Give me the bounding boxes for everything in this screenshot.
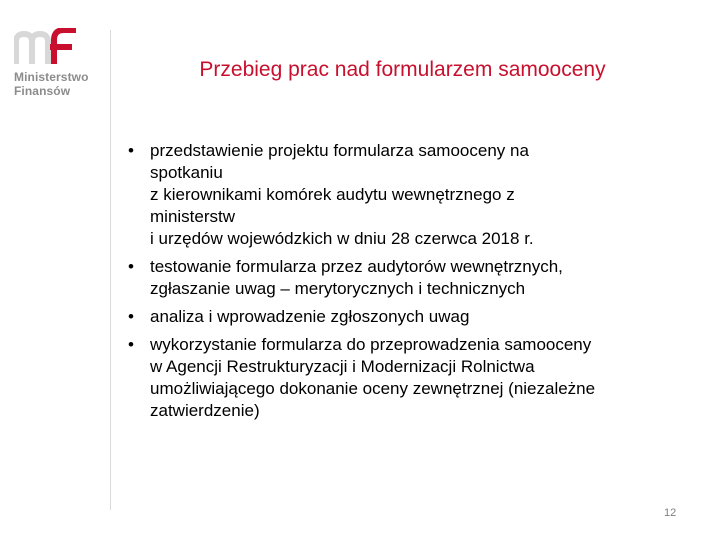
bullet-dot: • (128, 335, 134, 354)
logo-line-finansow: Finansów (14, 84, 71, 98)
bullet-line: w Agencji Restrukturyzacji i Modernizacji Rolnictwa (150, 357, 535, 376)
bullet-dot: • (128, 257, 134, 276)
logo-line-ministerstwo: Ministerstwo (14, 70, 89, 84)
bullet-line: ministerstw (150, 207, 236, 226)
bullet-line: zgłaszanie uwag – merytorycznych i technicznych (150, 279, 526, 298)
ministry-logo (14, 28, 98, 98)
bullet-item (128, 256, 688, 300)
slide-title: Przebieg prac nad formularzem samooceny (199, 58, 606, 81)
bullet-dot: • (128, 307, 134, 326)
bullet-line: z kierownikami komórek audytu wewnętrznego z (150, 185, 515, 204)
mf-logo-icon (14, 28, 78, 66)
bullet-line: i urzędów wojewódzkich w dniu 28 czerwca 2018 r. (150, 229, 534, 248)
bullet-dot: • (128, 141, 134, 160)
bullet-line: wykorzystanie formularza do przeprowadzenia samooceny (150, 335, 592, 354)
vertical-divider (110, 30, 111, 510)
bullet-line: testowanie formularza przez audytorów wewnętrznych, (150, 257, 563, 276)
bullet-line: przedstawienie projektu formularza samooceny na (150, 141, 529, 160)
bullet-line: spotkaniu (150, 163, 223, 182)
page-number: 12 (664, 507, 677, 519)
bullet-item (128, 334, 688, 422)
bullet-line: analiza i wprowadzenie zgłoszonych uwag (150, 307, 470, 326)
bullet-line: zatwierdzenie) (150, 401, 260, 420)
bullet-line: umożliwiającego dokonanie oceny zewnętrznej (niezależne (150, 379, 596, 398)
bullet-item (128, 140, 688, 250)
bullet-item (128, 306, 688, 328)
bullet-list (128, 140, 688, 428)
